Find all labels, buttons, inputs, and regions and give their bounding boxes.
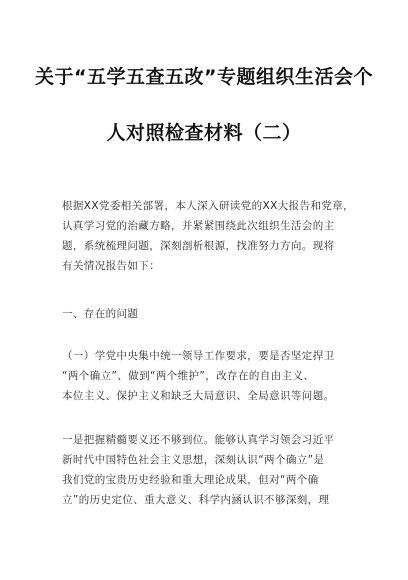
body-line: 一是把握精髓要义还不够到位。能够认真学习领会习近平 [62, 434, 335, 446]
document-title-line-2: 人对照检查材料（二） [106, 122, 302, 144]
subsection-paragraph [62, 346, 362, 406]
document-title-line-1: 关于“五学五查五改”专题组织生活会个 [35, 66, 373, 88]
intro-line: 认真学习党的治藏方略，并紧紧围绕此次组织生活会的主 [62, 220, 335, 232]
intro-line: 题，系统梳理问题，深刻剖析根源，找准努力方向。现将 [62, 240, 335, 252]
subsection-line: “两个确立”、做到“两个维护”，改存在的自由主义、 [62, 370, 315, 382]
intro-line: 有关情况报告如下： [62, 260, 161, 272]
body-line: 立”的历史定位、重大意义、科学内涵认识不够深刻，理 [62, 494, 330, 506]
body-line: 新时代中国特色社会主义思想，深刻认识“两个确立”是 [62, 454, 325, 466]
subsection-line: （一）学党中央集中统一领导工作要求，要是否坚定捍卫 [62, 350, 335, 362]
body-paragraph [62, 430, 362, 510]
intro-paragraph [62, 196, 362, 276]
body-line: 我们党的宝贵历史经验和重大理论成果，但对“两个确 [62, 474, 319, 486]
section-heading-text: 一、存在的问题 [62, 308, 139, 320]
section-heading [62, 304, 362, 324]
intro-line: 根据XX党委相关部署，本人深入研读党的XX大报告和党章， [62, 200, 354, 212]
subsection-line: 本位主义、保护主义和缺乏大局意识、全局意识等问题。 [62, 390, 335, 402]
